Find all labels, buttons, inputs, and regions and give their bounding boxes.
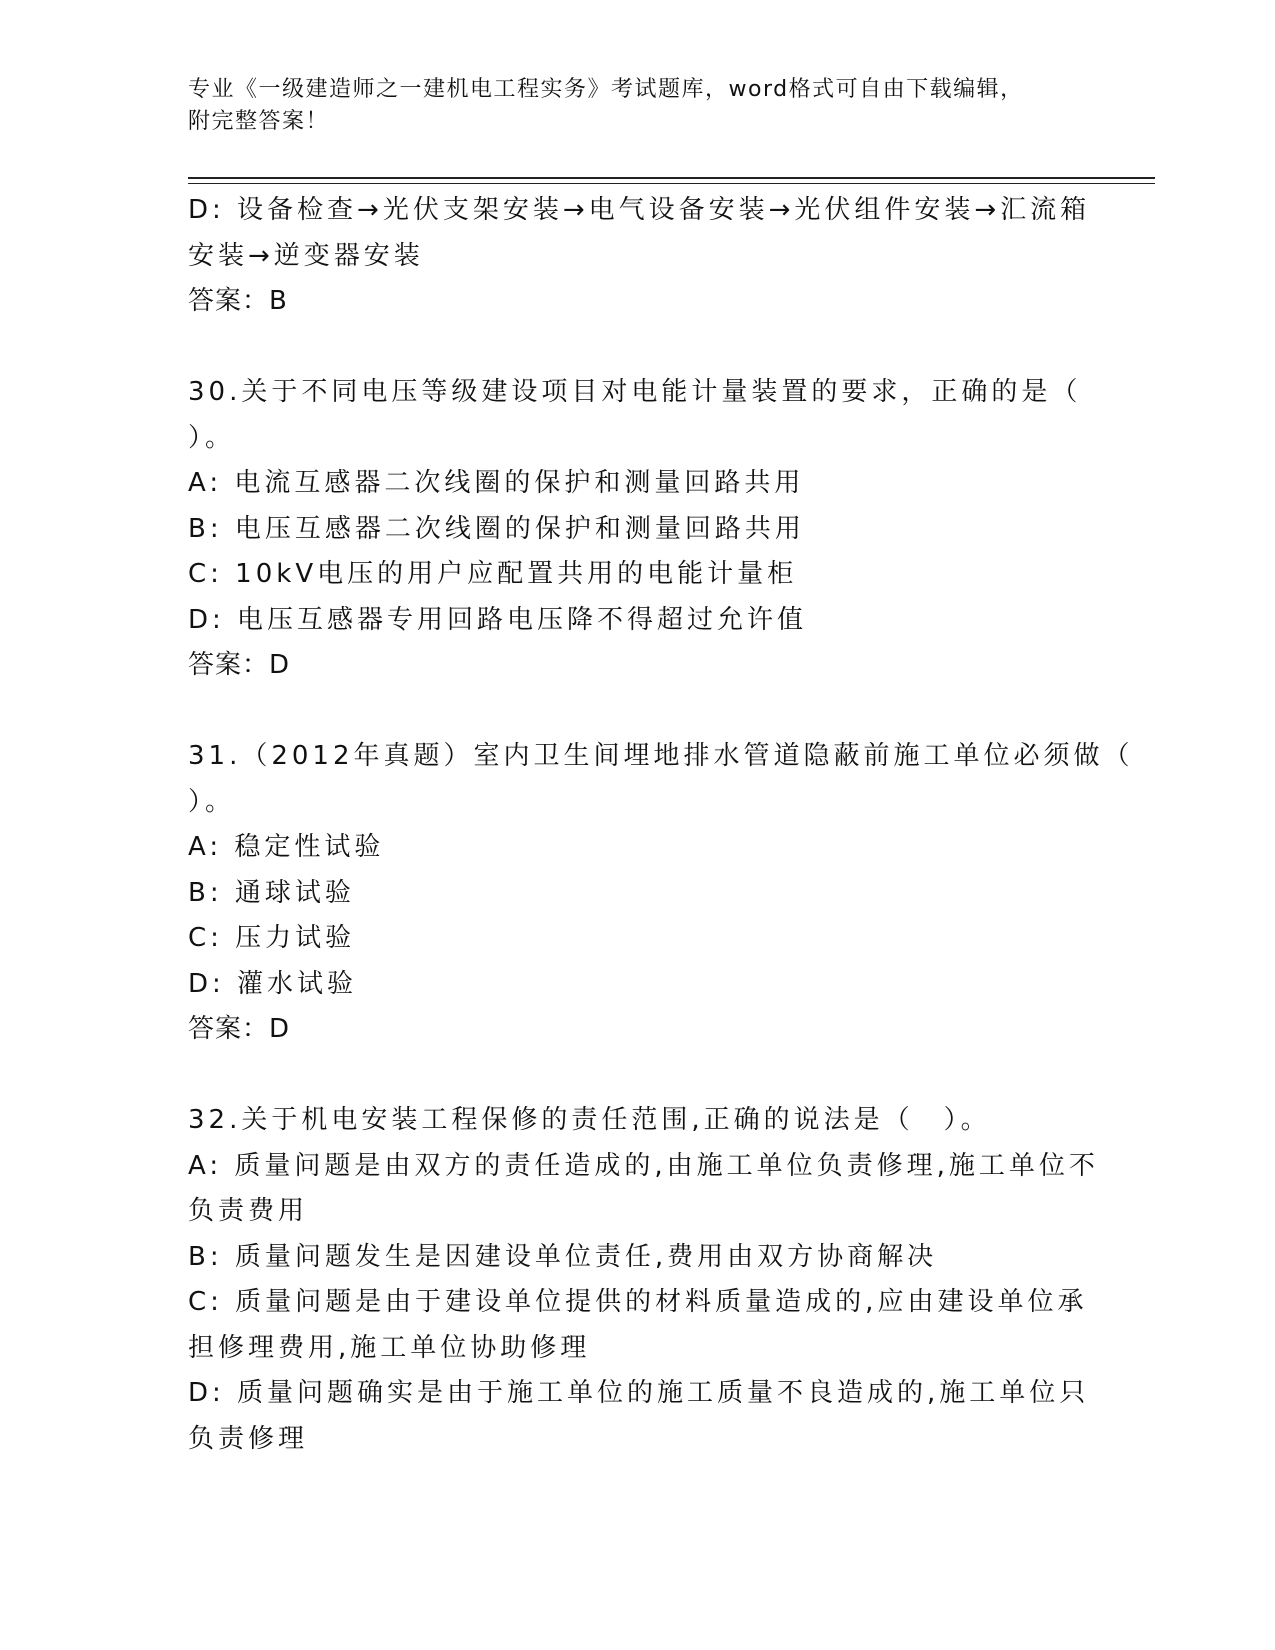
option-b: B: 质量问题发生是因建设单位责任,费用由双方协商解决 xyxy=(188,1241,938,1272)
header-divider-thick xyxy=(188,177,1155,179)
option-d: D: 质量问题确实是由于施工单位的施工质量不良造成的,施工单位只 xyxy=(188,1378,1090,1408)
question-stem: ）。 xyxy=(188,786,236,817)
option-d: D: 灌水试验 xyxy=(188,968,358,999)
option-b: B: 电压互感器二次线圈的保护和测量回路共用 xyxy=(188,513,805,544)
header-divider-thin xyxy=(188,183,1155,184)
option-a: A: 稳定性试验 xyxy=(188,832,385,862)
option-c-continued: 担修理费用,施工单位协助修理 xyxy=(188,1332,591,1363)
question-stem: 32.关于机电安装工程保修的责任范围,正确的说法是（ ）。 xyxy=(188,1105,991,1135)
header-line-1: 专业《一级建造师之一建机电工程实务》考试题库，word格式可自由下载编辑， xyxy=(188,77,1024,102)
question-stem: ）。 xyxy=(188,422,236,453)
question-block xyxy=(188,370,1088,689)
option-a: A: 电流互感器二次线圈的保护和测量回路共用 xyxy=(188,468,805,498)
option-c: C: 质量问题是由于建设单位提供的材料质量造成的,应由建设单位承 xyxy=(188,1287,1088,1317)
question-stem: 31.（2012年真题）室内卫生间埋地排水管道隐蔽前施工单位必须做（ xyxy=(188,741,1134,771)
question-block xyxy=(188,188,1091,325)
option-c: C: 压力试验 xyxy=(188,923,356,953)
question-content xyxy=(188,188,1134,1462)
option-d: D: 电压互感器专用回路电压降不得超过允许值 xyxy=(188,604,808,635)
spacer xyxy=(188,689,1088,735)
question-block xyxy=(188,1098,1099,1462)
question-block xyxy=(188,734,1134,1053)
answer-line: 答案：D xyxy=(188,1014,291,1044)
option-d-continued: 负责修理 xyxy=(188,1423,309,1454)
spacer xyxy=(188,1053,1088,1099)
option-c: C: 10kV电压的用户应配置共用的电能计量柜 xyxy=(188,559,798,589)
spacer xyxy=(188,325,1088,371)
answer-line: 答案：D xyxy=(188,650,291,680)
header-line-2: 附完整答案！ xyxy=(188,109,330,134)
answer-line: 答案：B xyxy=(188,286,288,316)
question-stem: 30.关于不同电压等级建设项目对电能计量装置的要求，正确的是（ xyxy=(188,377,1082,407)
option-b: B: 通球试验 xyxy=(188,877,355,908)
option-a-continued: 负责费用 xyxy=(188,1196,309,1226)
document-header xyxy=(188,74,1088,138)
option-line: D: 设备检查→光伏支架安装→电气设备安装→光伏组件安装→汇流箱 xyxy=(188,195,1091,225)
option-a: A: 质量问题是由双方的责任造成的,由施工单位负责修理,施工单位不 xyxy=(188,1150,1099,1181)
option-line: 安装→逆变器安装 xyxy=(188,240,424,271)
